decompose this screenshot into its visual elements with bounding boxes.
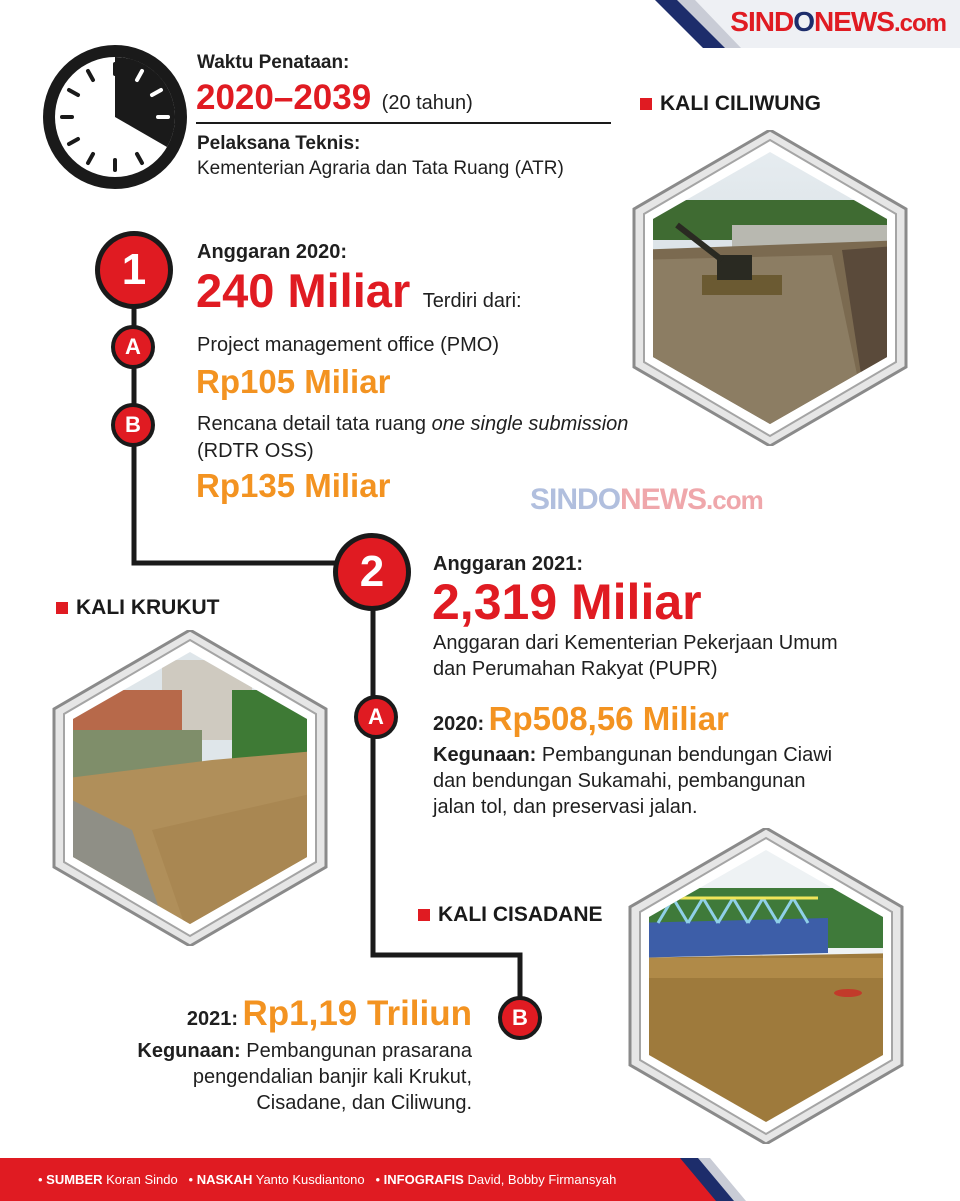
wm-sind: SIND [530, 483, 598, 516]
label-kali-cisadane [418, 903, 603, 927]
step-2b-amount: Rp1,19 Triliun [242, 994, 472, 1033]
wm-o: O [597, 483, 621, 516]
step-2a-circle: A [354, 695, 398, 739]
label-kali-cisadane-text: KALI CISADANE [438, 903, 603, 926]
footer-naskah-value: Yanto Kusdiantono [255, 1172, 365, 1187]
step-1-circle: 1 [95, 231, 173, 309]
step-2a-use-text1: Pembangunan bendungan Ciawi [536, 744, 833, 766]
bullet-square-icon [56, 602, 68, 614]
step-1a-circle: A [111, 325, 155, 369]
photo-kali-cisadane [628, 828, 904, 1149]
step-1b-desc [197, 413, 628, 436]
step-2a-row [433, 700, 729, 738]
step-1-anggaran-row [196, 263, 522, 318]
step-1-terdiri: Terdiri dari: [422, 290, 522, 312]
step-1b-desc-italic: one single submission [431, 413, 629, 435]
footer-infografis-value: David, Bobby Firmansyah [467, 1172, 617, 1187]
logo-sind: SIND [730, 6, 794, 37]
step-2b-use-text1: Pembangunan prasarana [240, 1040, 472, 1062]
step-2-source-line1: Anggaran dari Kementerian Pekerjaan Umum [433, 632, 838, 654]
logo-o: O [793, 6, 814, 37]
step-1a-amount: Rp105 Miliar [196, 363, 391, 400]
footer-sumber-value: Koran Sindo [106, 1172, 178, 1187]
pelaksana-label: Pelaksana Teknis: [197, 133, 361, 154]
step-1-anggaran-label: Anggaran 2020: [197, 241, 348, 263]
step-2b-use-line1 [90, 1040, 472, 1063]
pelaksana-value: Kementerian Agraria dan Tata Ruang (ATR) [197, 158, 564, 179]
step-2a-use-line3: jalan tol, dan preservasi jalan. [433, 796, 698, 818]
step-2-anggaran-value: 2,319 Miliar [432, 574, 702, 630]
photo-kali-ciliwung [632, 130, 908, 451]
footer-bullet: • [188, 1172, 197, 1187]
label-kali-ciliwung [640, 92, 821, 116]
logo-com: .com [893, 10, 946, 37]
bullet-square-icon [640, 98, 652, 110]
photo-kali-krukut [52, 630, 328, 951]
step-2a-use-line2: dan bendungan Sukamahi, pembangunan [433, 770, 806, 792]
step-1-anggaran-value: 240 Miliar [196, 264, 411, 317]
step-2b-use-line3: Cisadane, dan Ciliwung. [256, 1092, 472, 1114]
step-1b-circle: B [111, 403, 155, 447]
footer-sumber-label: SUMBER [46, 1172, 103, 1187]
step-2b-circle: B [498, 996, 542, 1040]
step-2-source-line2: dan Perumahan Rakyat (PUPR) [433, 658, 718, 680]
step-2-circle: 2 [333, 533, 411, 611]
step-2b-year: 2021: [186, 1008, 239, 1030]
step-1b-desc-prefix: Rencana detail tata ruang [197, 413, 432, 435]
step-2b-use-label: Kegunaan: [137, 1040, 241, 1062]
label-kali-ciliwung-text: KALI CILIWUNG [660, 92, 821, 115]
footer-naskah-label: NASKAH [196, 1172, 253, 1187]
step-1b-amount: Rp135 Miliar [196, 467, 391, 504]
footer-infografis-label: INFOGRAFIS [383, 1172, 464, 1187]
step-2a-year: 2020: [433, 713, 485, 735]
label-kali-krukut-text: KALI KRUKUT [76, 596, 220, 619]
bullet-square-icon [418, 909, 430, 921]
waktu-label: Waktu Penataan: [197, 52, 350, 73]
step-2a-use-line1 [433, 744, 832, 767]
step-1a-desc: Project management office (PMO) [197, 334, 499, 356]
step-2-anggaran-label: Anggaran 2021: [433, 553, 584, 575]
step-2a-amount: Rp508,56 Miliar [488, 700, 729, 737]
step-1b-desc-line2: (RDTR OSS) [197, 440, 314, 462]
waktu-note: (20 tahun) [381, 92, 473, 114]
wm-news: NEWS [620, 483, 707, 516]
footer-band-shape [680, 1158, 960, 1201]
step-2b-use-line2: pengendalian banjir kali Krukut, [192, 1066, 472, 1088]
wm-com: .com [706, 485, 763, 515]
logo-news: NEWS [813, 6, 894, 37]
waktu-value: 2020–2039 [196, 78, 372, 117]
footer-bullet: • [38, 1172, 47, 1187]
footer-bullet: • [375, 1172, 384, 1187]
step-2a-use-label: Kegunaan: [433, 744, 537, 766]
step-2b-row [110, 994, 472, 1034]
footer-credits [38, 1172, 616, 1187]
label-kali-krukut [56, 596, 219, 620]
